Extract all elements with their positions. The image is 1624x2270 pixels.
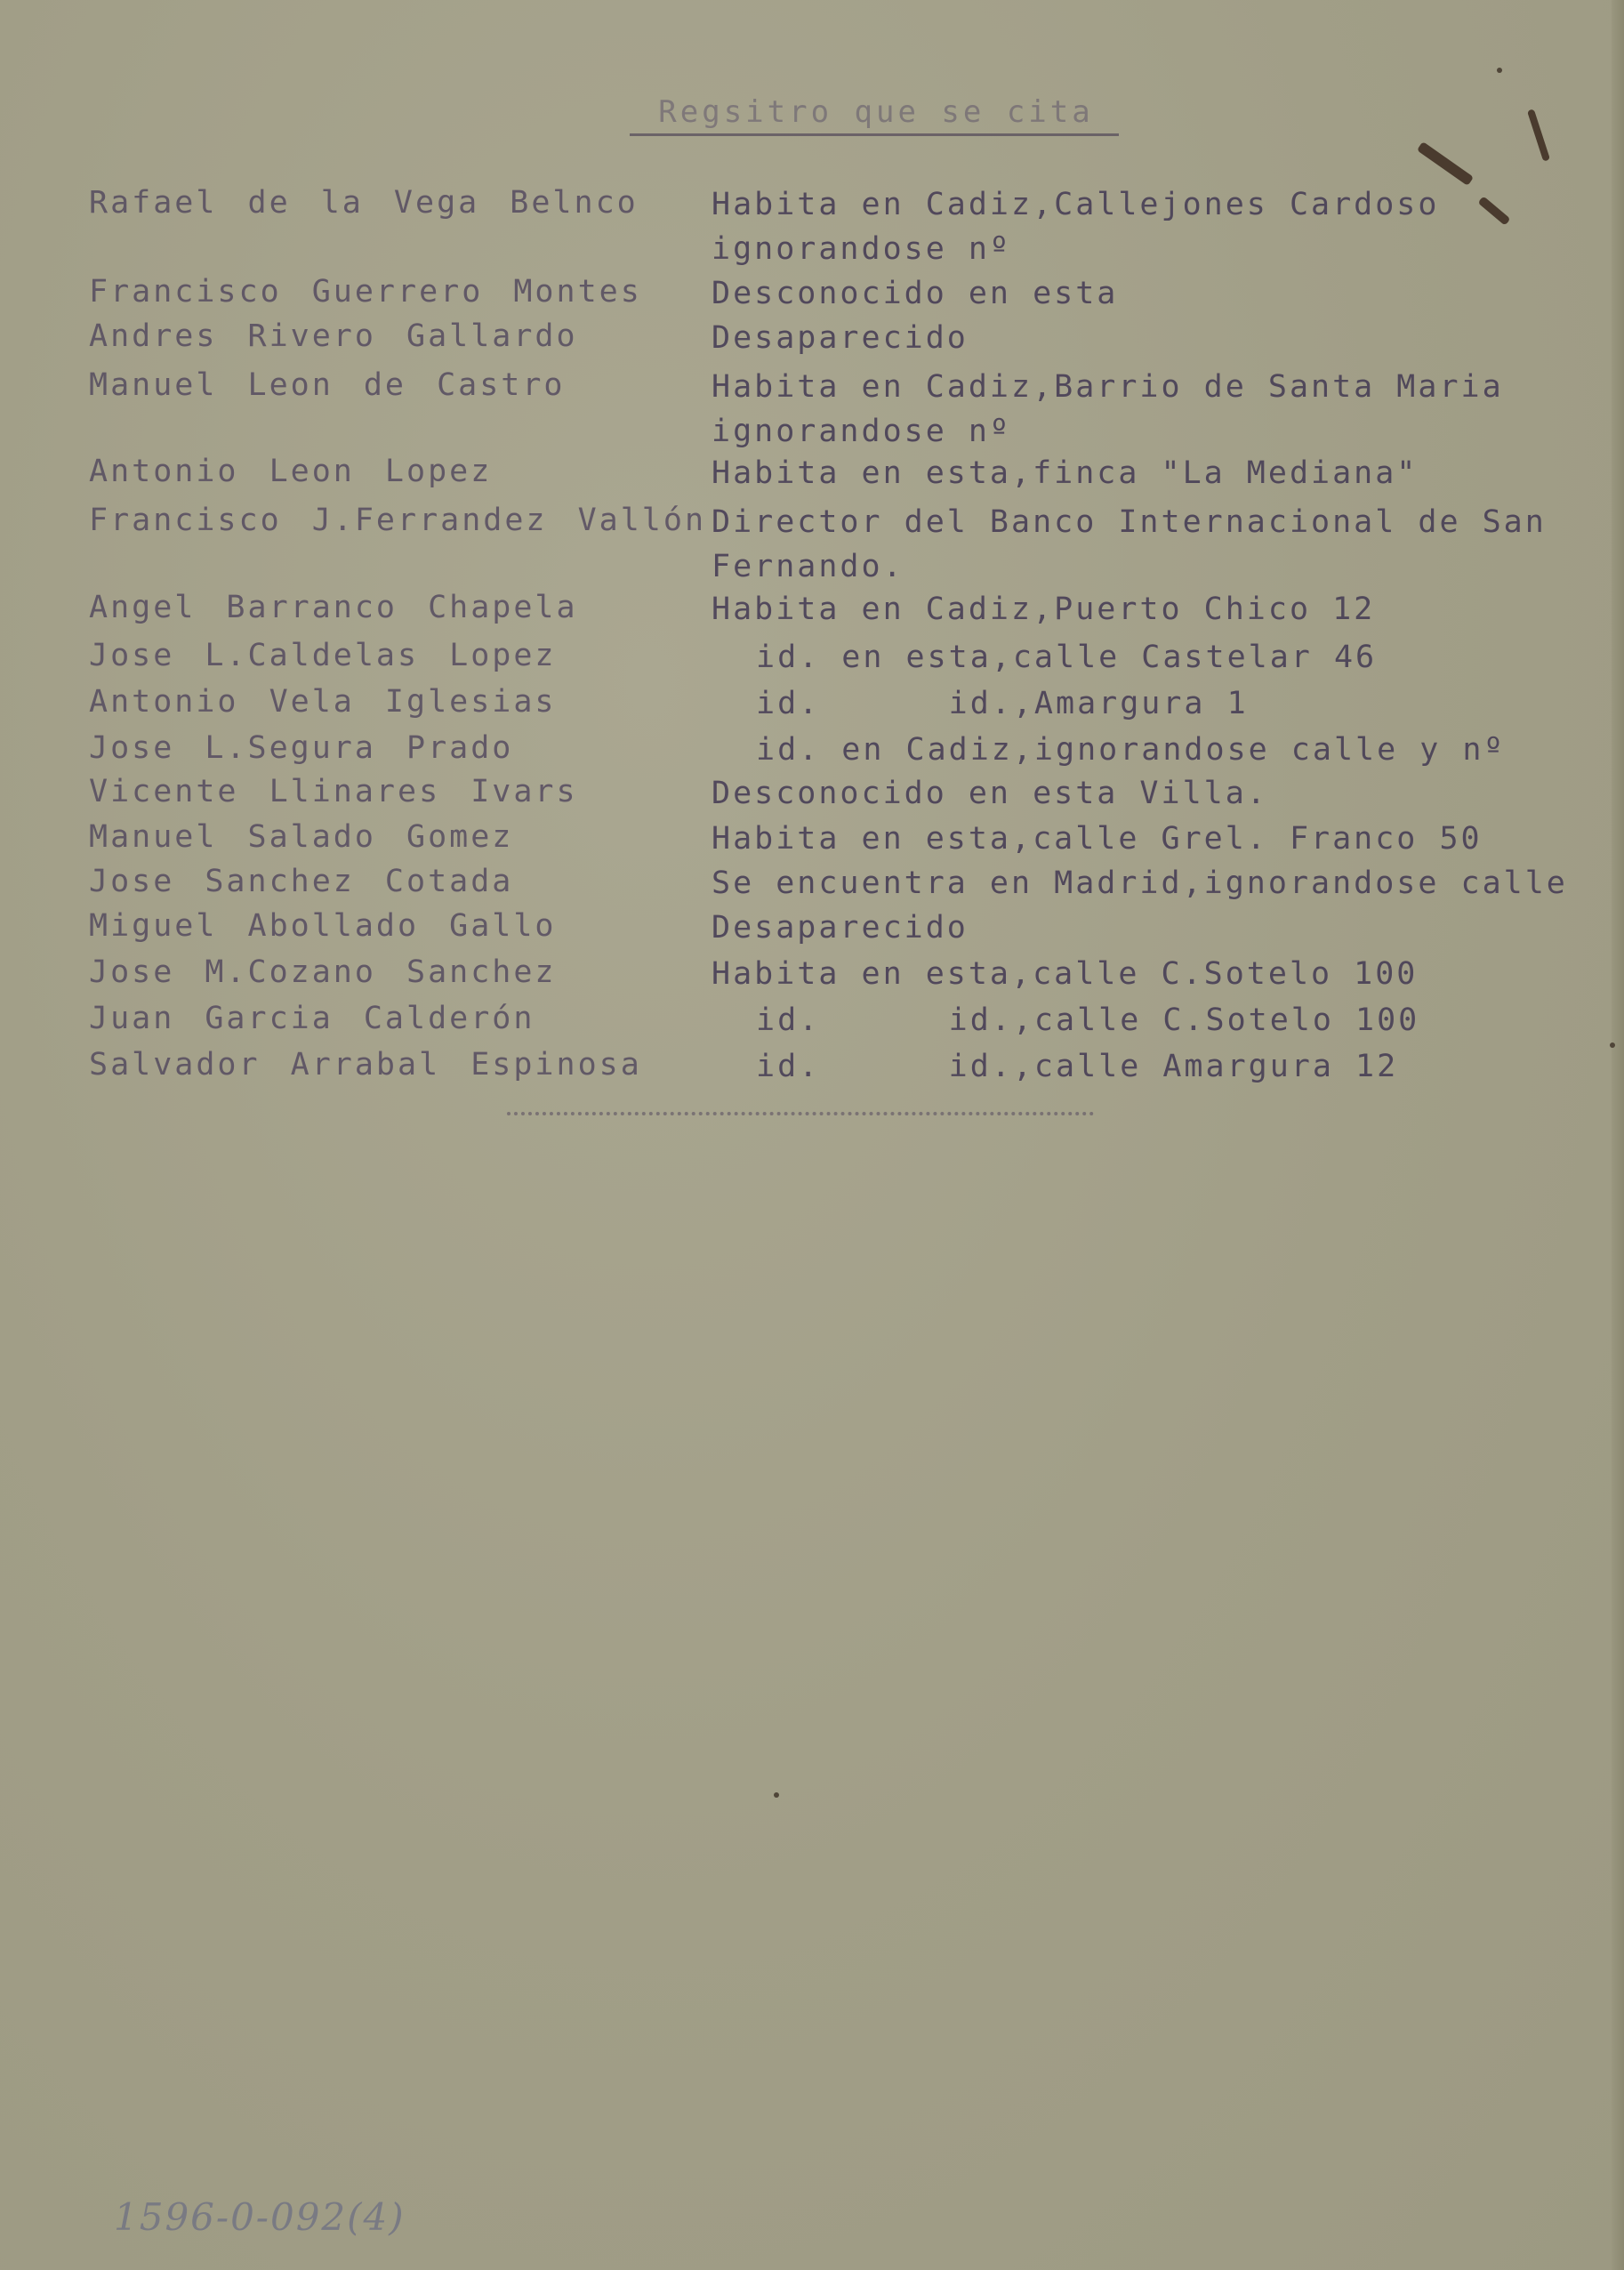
person-name: Andres Rivero Gallardo xyxy=(89,318,578,354)
person-whereabouts: Habita en esta,finca "La Mediana" xyxy=(712,455,1419,491)
person-whereabouts: Se encuentra en Madrid,ignorandose calle xyxy=(712,865,1568,901)
person-whereabouts: id. id.,calle Amargura 12 xyxy=(756,1049,1399,1084)
person-whereabouts: Habita en esta,calle Grel. Franco 50 xyxy=(712,821,1483,857)
person-name: Antonio Leon Lopez xyxy=(89,454,493,489)
person-name: Francisco Guerrero Montes xyxy=(89,274,642,310)
person-name: Jose L.Caldelas Lopez xyxy=(89,638,557,673)
person-name: Salvador Arrabal Espinosa xyxy=(89,1047,642,1083)
person-whereabouts: Habita en Cadiz,Callejones Cardoso ignorandose nº xyxy=(712,187,1461,267)
person-name: Vicente Llinares Ivars xyxy=(89,774,578,809)
person-name: Rafael de la Vega Belnco xyxy=(89,185,639,221)
person-whereabouts: id. id.,calle C.Sotelo 100 xyxy=(756,1002,1420,1038)
person-name: Angel Barranco Chapela xyxy=(89,590,578,625)
person-name: Manuel Leon de Castro xyxy=(89,367,566,403)
person-whereabouts: Habita en esta,calle C.Sotelo 100 xyxy=(712,956,1419,992)
person-whereabouts: Desconocido en esta xyxy=(712,276,1119,311)
person-name: Jose L.Segura Prado xyxy=(89,730,514,766)
person-whereabouts: id. en esta,calle Castelar 46 xyxy=(756,640,1378,675)
archive-reference: 1596-0-092(4) xyxy=(114,2195,406,2239)
person-whereabouts: Director del Banco Internacional de San Fernando. xyxy=(712,504,1568,584)
person-name: Francisco J.Ferrandez Vallón xyxy=(89,503,707,538)
person-whereabouts: Habita en Cadiz,Puerto Chico 12 xyxy=(712,592,1376,627)
person-whereabouts: Desconocido en esta Villa. xyxy=(712,776,1268,811)
person-whereabouts: Habita en Cadiz,Barrio de Santa Maria ignorandose nº xyxy=(712,369,1525,449)
ink-speck xyxy=(774,1792,779,1798)
person-name: Juan Garcia Calderón xyxy=(89,1001,535,1036)
document-heading: Regsitro que se cita xyxy=(658,94,1094,130)
person-name: Jose Sanchez Cotada xyxy=(89,864,514,899)
person-whereabouts: Desaparecido xyxy=(712,910,969,946)
person-whereabouts: id. en Cadiz,ignorandose calle y nº xyxy=(756,732,1506,768)
person-whereabouts: id. id.,Amargura 1 xyxy=(756,686,1249,721)
person-name: Manuel Salado Gomez xyxy=(89,819,514,855)
person-whereabouts: Desaparecido xyxy=(712,320,969,356)
end-of-list-rule xyxy=(507,1112,1094,1121)
person-name: Antonio Vela Iglesias xyxy=(89,684,557,720)
person-name: Miguel Abollado Gallo xyxy=(89,908,557,944)
person-name: Jose M.Cozano Sanchez xyxy=(89,954,557,990)
